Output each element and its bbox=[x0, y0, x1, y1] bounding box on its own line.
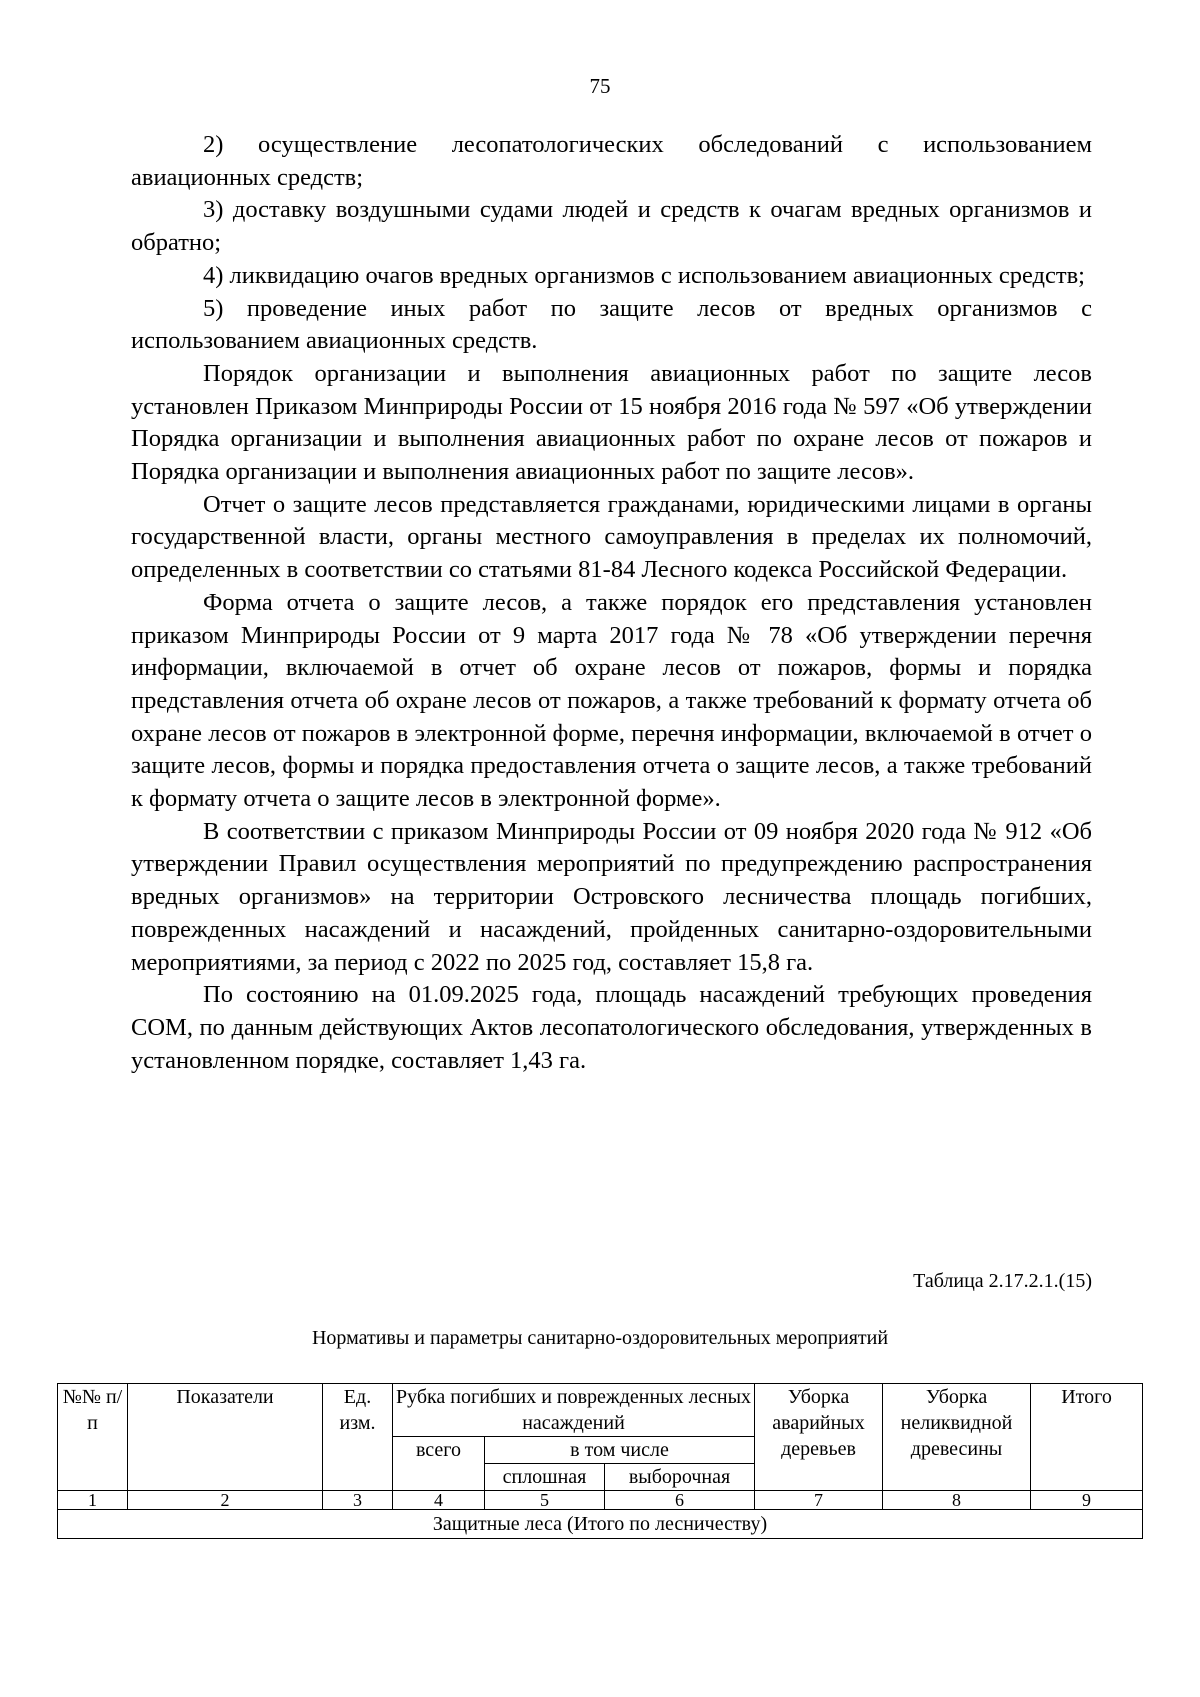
column-number-row bbox=[58, 1491, 1143, 1510]
paragraph: По состоянию на 01.09.2025 года, площадь насаждений требующих проведения СОМ, по данным действующих Актов лесопатологического обследования, утвержденных в установленном порядке, составляет 1,43 га. bbox=[131, 981, 1092, 1074]
header-clear: сплошная bbox=[485, 1464, 605, 1491]
column-number: 4 bbox=[393, 1491, 485, 1510]
table-title: Нормативы и параметры санитарно-оздоровительных мероприятий bbox=[311, 1327, 889, 1349]
table-reference: Таблица 2.17.2.1.(15) bbox=[913, 1270, 1092, 1292]
paragraph: 5) проведение иных работ по защите лесов от вредных организмов с использованием авиационных средств. bbox=[131, 294, 1092, 355]
header-total: Итого bbox=[1031, 1384, 1143, 1491]
header-including: в том числе bbox=[485, 1437, 755, 1464]
paragraph: В соответствии с приказом Минприроды России от 09 ноября 2020 года № 912 «Об утверждении Правил осуществления мероприятий по предупреждению распространения вредных организмов» на территории Островского лесничества площадь погибших, поврежденных насаждений и насаждений, пройденных санитарно-оздоровительными мероприятиями, за период с 2022 по 2025 год, составляет 15,8 га. bbox=[131, 817, 1092, 976]
page-number: 75 bbox=[589, 74, 611, 98]
header-num: №№ п/п bbox=[58, 1384, 128, 1491]
column-number: 8 bbox=[883, 1491, 1031, 1510]
column-number: 9 bbox=[1031, 1491, 1143, 1510]
header-unit: Ед. изм. bbox=[323, 1384, 393, 1491]
paragraph: 2) осуществление лесопатологических обследований с использованием авиационных средств; bbox=[131, 131, 1092, 191]
header-unmarketable: Уборка неликвидной древесины bbox=[883, 1384, 1031, 1491]
paragraph: Отчет о защите лесов представляется гражданами, юридическими лицами в органы государственной власти, органы местного самоуправления в пределах их полномочий, определенных в соответствии со статьями 81-84 Лесного кодекса Российской Федерации. bbox=[131, 490, 1092, 584]
column-number: 3 bbox=[323, 1491, 393, 1510]
column-number: 2 bbox=[128, 1491, 323, 1510]
header-selective: выборочная bbox=[605, 1464, 755, 1491]
header-emergency: Уборка аварийных деревьев bbox=[755, 1384, 883, 1491]
paragraph: 3) доставку воздушными судами людей и средств к очагам вредных организмов и обратно; bbox=[131, 196, 1092, 257]
section-label: Защитные леса (Итого по лесничеству) bbox=[58, 1510, 1143, 1539]
paragraph: Порядок организации и выполнения авиационных работ по защите лесов установлен Приказом Минприроды России от 15 ноября 2016 года № 597 «Об утверждении Порядка организации и выполнения авиационных работ по охране лесов от пожаров и Порядка организации и выполнения авиационных работ по защите лесов». bbox=[131, 359, 1092, 486]
header-felling: Рубка погибших и поврежденных лесных насаждений bbox=[393, 1384, 755, 1437]
paragraph: 4) ликвидацию очагов вредных организмов с использованием авиационных средств; bbox=[203, 261, 1085, 289]
header-indicators: Показатели bbox=[128, 1384, 323, 1491]
table-section-row bbox=[58, 1510, 1143, 1539]
header-total-all: всего bbox=[393, 1437, 485, 1491]
column-number: 6 bbox=[605, 1491, 755, 1510]
column-number: 5 bbox=[485, 1491, 605, 1510]
body-text bbox=[131, 129, 1092, 1077]
table-header-row bbox=[58, 1384, 1143, 1437]
norms-table bbox=[57, 1383, 1143, 1539]
column-number: 1 bbox=[58, 1491, 128, 1510]
paragraph: Форма отчета о защите лесов, а также порядок его представления установлен приказом Минприроды России от 9 марта 2017 года № 78 «Об утверждении перечня информации, включаемой в отчет об охране лесов от пожаров, формы и порядка представления отчета об охране лесов от пожаров, а также требований к формату отчета об охране лесов от пожаров в электронной форме, перечня информации, включаемой в отчет о защите лесов, формы и порядка предоставления отчета о защите лесов, а также требований к формату отчета о защите лесов в электронной форме». bbox=[131, 588, 1092, 813]
column-number: 7 bbox=[755, 1491, 883, 1510]
